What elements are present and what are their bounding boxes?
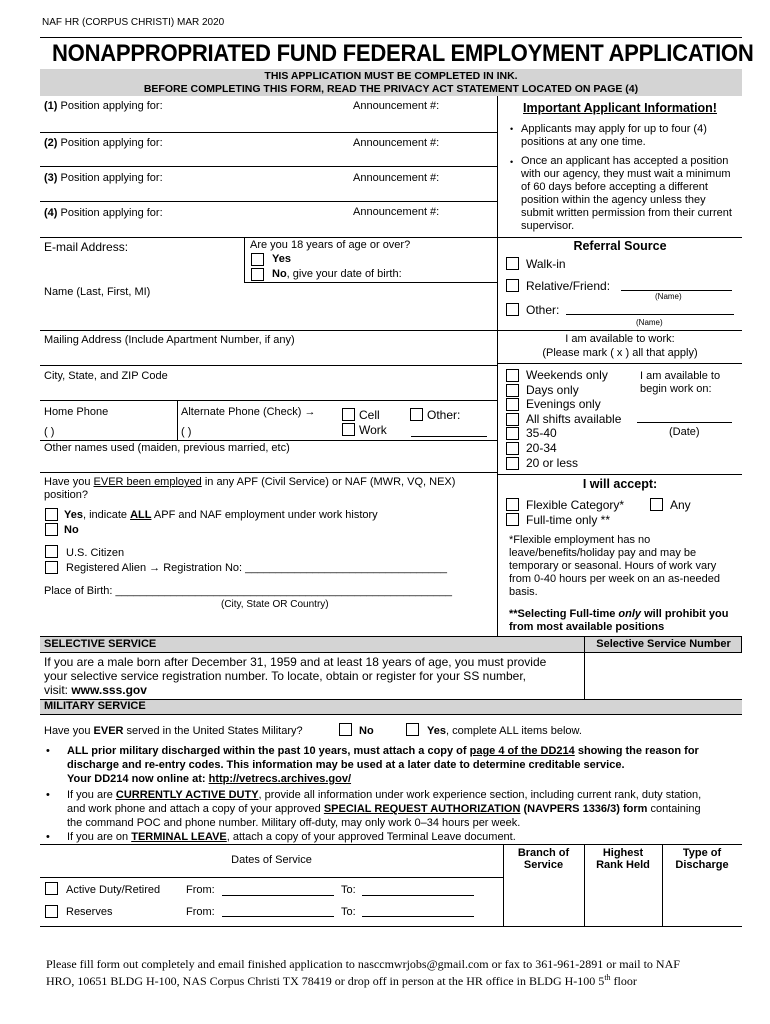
selective-service-title: SELECTIVE SERVICE <box>44 638 157 650</box>
home-phone-paren[interactable]: ( ) <box>44 426 55 438</box>
other-names-label: Other names used (maiden, previous married, etc) <box>44 442 290 454</box>
branch-header: Branch of Service <box>517 847 570 871</box>
rank-header: Highest Rank Held <box>596 847 650 871</box>
begin-work-label-2: begin work on: <box>640 383 712 395</box>
active-duty-line-2: and work phone and attach a copy of your approved SPECIAL REQUEST AUTHORIZATION (NAVPERS 1336/3) form containing <box>67 803 701 815</box>
announcement-label: Announcement #: <box>353 137 440 149</box>
active-duty-line-1: If you are CURRENTLY ACTIVE DUTY, provide all information under work experience section, including current rank, duty station, <box>67 789 702 801</box>
name-label: Name (Last, First, MI) <box>44 286 151 298</box>
flexible-note: *Flexible employment has no leave/benefits/holiday pay and may be temporary or seasonal. Hours of work vary from 0-40 hours per week on an as-needed basis. <box>509 534 720 598</box>
selective-service-number-label: Selective Service Number <box>596 638 731 650</box>
military-title: MILITARY SERVICE <box>44 700 146 712</box>
alt-phone-paren[interactable]: ( ) <box>181 426 192 438</box>
referral-other-checkbox[interactable] <box>506 303 519 316</box>
birth-place-label: Place of Birth: _______________________________________________________ <box>44 585 453 597</box>
availability-option-label: Evenings only <box>526 397 601 412</box>
referral-other-label: Other: <box>526 303 560 317</box>
selective-text-1: If you are a male born after December 31, 1959 and at least 18 years of age, you must provide <box>44 655 547 669</box>
age-yes-checkbox[interactable] <box>251 253 264 266</box>
work-label: Work <box>359 423 387 437</box>
availability-option-label: 20 or less <box>526 455 579 470</box>
other-phone-checkbox[interactable] <box>410 408 423 421</box>
age-question: Are you 18 years of age or over? <box>250 239 411 251</box>
home-phone-label: Home Phone <box>44 406 109 418</box>
position-label: Position applying for: <box>60 172 163 184</box>
active-duty-label: Active Duty/Retired <box>66 884 161 896</box>
flexible-checkbox[interactable] <box>506 498 519 511</box>
reserves-to-label: To: <box>341 906 356 918</box>
relative-checkbox[interactable] <box>506 279 519 292</box>
relative-name-hint: (Name) <box>655 292 682 301</box>
bullet-icon: • <box>510 124 514 134</box>
fulltime-note: **Selecting Full-time only will prohibit you from most available positions <box>509 608 729 633</box>
availability-option-label: 20-34 <box>526 441 557 455</box>
availability-checkbox[interactable] <box>506 427 519 440</box>
dd214-line-2: discharge and re-entry codes. This information may be used at a later date to determine creditable service. <box>67 759 625 771</box>
bullet-icon: • <box>510 157 514 167</box>
other-phone-label: Other: <box>427 408 461 422</box>
availability-option-label: Weekends only <box>526 368 608 382</box>
alien-label: Registered Alien → Registration No: _________________________________ <box>66 562 448 574</box>
availability-title: I am available to work: <box>565 333 675 345</box>
selective-text-2: your selective service registration number. To locate, obtain or register for your SS number, <box>44 669 527 683</box>
sss-link[interactable]: www.sss.gov <box>71 683 147 697</box>
citizen-label: U.S. Citizen <box>66 547 125 559</box>
availability-checkbox[interactable] <box>506 413 519 426</box>
dd214-line-1: ALL prior military discharged within the past 10 years, must attach a copy of page 4 of the DD214 showing the reason for <box>67 745 699 757</box>
bullet-icon: • <box>46 789 50 801</box>
bullet-icon: • <box>46 831 50 843</box>
announcement-label: Announcement #: <box>353 100 440 112</box>
age-yes-label: Yes <box>272 253 291 265</box>
employment-no-label: No <box>64 524 79 536</box>
walkin-label: Walk-in <box>526 257 566 271</box>
announcement-label: Announcement #: <box>353 206 440 218</box>
availability-checkbox[interactable] <box>506 442 519 455</box>
age-no-label: No <box>272 268 287 280</box>
cell-label: Cell <box>359 408 380 422</box>
city-label: City, State, and ZIP Code <box>44 370 168 382</box>
important-title: Important Applicant Information! <box>523 101 717 115</box>
fulltime-checkbox[interactable] <box>506 513 519 526</box>
availability-checkbox[interactable] <box>506 398 519 411</box>
dd214-line-3: Your DD214 now online at: http://vetrecs.archives.gov/ <box>67 773 352 785</box>
reserves-from-label: From: <box>186 906 215 918</box>
dates-of-service-header: Dates of Service <box>231 854 312 866</box>
alt-phone-label: Alternate Phone (Check) → <box>181 406 316 418</box>
other-name-hint: (Name) <box>636 318 663 327</box>
footer-line-1: Please fill form out completely and email finished application to nasccmwrjobs@gmail.com or fax to 361-961-2891 or mail to NAF <box>46 957 680 971</box>
military-yes-label: Yes <box>427 725 446 737</box>
age-no-checkbox[interactable] <box>251 268 264 281</box>
military-no-label: No <box>359 725 374 737</box>
employment-yes-checkbox[interactable] <box>45 508 58 521</box>
availability-checkbox[interactable] <box>506 369 519 382</box>
terminal-leave-line: If you are on TERMINAL LEAVE, attach a copy of your approved Terminal Leave document. <box>67 831 516 843</box>
active-duty-line-3: the command POC and phone number. Military off-duty, may only work 0–34 hours per week. <box>67 817 521 829</box>
any-label: Any <box>670 498 691 512</box>
form-version: NAF HR (CORPUS CHRISTI) MAR 2020 <box>42 17 225 28</box>
fulltime-label: Full-time only ** <box>526 513 611 527</box>
position-label: Position applying for: <box>60 137 163 149</box>
employment-question: Have you EVER been employed in any APF (Civil Service) or NAF (MWR, VQ, NEX) position? <box>44 476 456 501</box>
accept-title: I will accept: <box>582 477 658 491</box>
active-to-label: To: <box>341 884 356 896</box>
email-label: E-mail Address: <box>44 240 129 254</box>
reserves-label: Reserves <box>66 906 113 918</box>
footer-line-2: HRO, 10651 BLDG H-100, NAS Corpus Christi TX 78419 or drop off in person at the HR office in BLDG H-100 5th floor <box>46 973 637 988</box>
birth-hint: (City, State OR Country) <box>221 599 329 610</box>
begin-date-hint: (Date) <box>669 426 700 438</box>
bullet-icon: • <box>46 745 50 757</box>
employment-no-checkbox[interactable] <box>45 523 58 536</box>
position-label: Position applying for: <box>60 207 163 219</box>
availability-option-label: 35-40 <box>526 426 557 441</box>
active-duty-checkbox[interactable] <box>45 882 58 895</box>
any-checkbox[interactable] <box>650 498 663 511</box>
announcement-label: Announcement #: <box>353 172 440 184</box>
availability-checkbox[interactable] <box>506 457 519 470</box>
walkin-checkbox[interactable] <box>506 257 519 270</box>
cell-checkbox[interactable] <box>342 408 355 421</box>
begin-work-label-1: I am available to <box>640 370 721 382</box>
important-bullet-2: Once an applicant has accepted a position with our agency, they must wait a minimum of 60 days before accepting a different position within the agency unless they submit written permission from their current supervisor. <box>521 155 732 232</box>
reserves-checkbox[interactable] <box>45 905 58 918</box>
military-question: Have you EVER served in the United States Military? <box>44 725 303 737</box>
availability-option-label: All shifts available <box>526 411 622 426</box>
availability-checkbox[interactable] <box>506 384 519 397</box>
privacy-notice: BEFORE COMPLETING THIS FORM, READ THE PRIVACY ACT STATEMENT LOCATED ON PAGE (4) <box>143 83 639 95</box>
vetrecs-link[interactable]: http://vetrecs.archives.gov/ <box>208 773 352 785</box>
availability-subtitle: (Please mark ( x ) all that apply) <box>542 347 698 359</box>
mailing-label: Mailing Address (Include Apartment Number, if any) <box>44 334 295 346</box>
military-yes-checkbox[interactable] <box>406 723 419 736</box>
military-no-checkbox[interactable] <box>339 723 352 736</box>
alien-checkbox[interactable] <box>45 561 58 574</box>
employment-yes-label: Yes <box>64 509 83 521</box>
important-bullet-1: Applicants may apply for up to four (4) positions at any one time. <box>521 123 707 148</box>
citizen-checkbox[interactable] <box>45 545 58 558</box>
position-label: Position applying for: <box>60 100 163 112</box>
referral-title: Referral Source <box>573 239 667 253</box>
form-title: NONAPPROPRIATED FUND FEDERAL EMPLOYMENT APPLICATION <box>52 40 754 67</box>
active-from-label: From: <box>186 884 215 896</box>
ink-notice: THIS APPLICATION MUST BE COMPLETED IN INK. <box>264 70 518 82</box>
availability-option-label: Days only <box>526 382 579 397</box>
discharge-header: Type of Discharge <box>675 847 729 871</box>
relative-label: Relative/Friend: <box>526 279 611 293</box>
work-checkbox[interactable] <box>342 423 355 436</box>
flexible-label: Flexible Category* <box>526 498 625 512</box>
